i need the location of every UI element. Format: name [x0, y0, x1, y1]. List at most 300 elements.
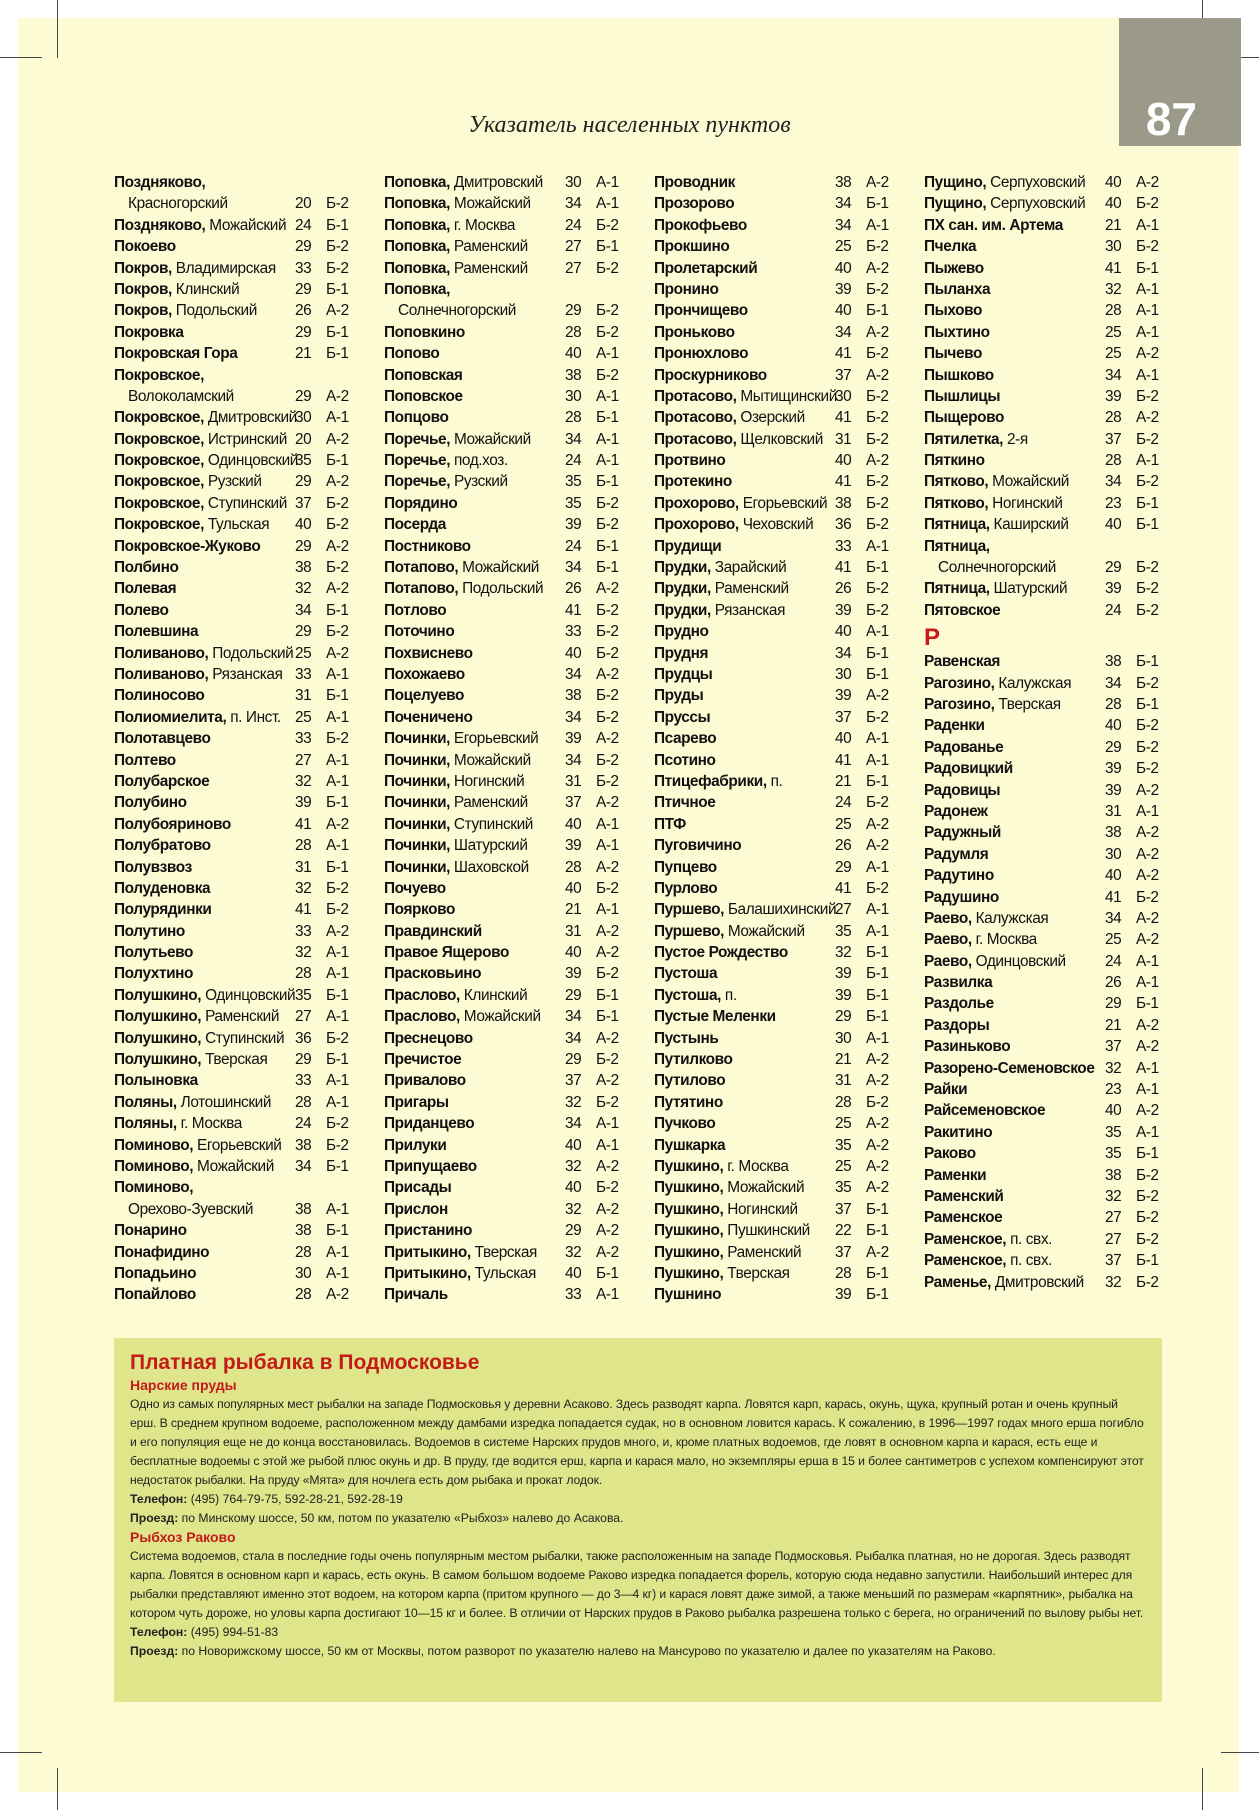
entry-page: 27 [835, 901, 852, 919]
index-entry [384, 1242, 646, 1263]
entry-name: Пурлово [654, 879, 718, 897]
entry-page: 40 [565, 1179, 582, 1197]
entry-page: 41 [1105, 888, 1122, 906]
entry-page: 29 [565, 986, 582, 1004]
index-entry [924, 1143, 1186, 1164]
entry-page: 31 [835, 1072, 852, 1090]
index-entry [924, 471, 1186, 492]
entry-district: Калужская [998, 674, 1072, 692]
entry-square: Б-2 [596, 216, 619, 234]
entry-district: Дмитровский [994, 1273, 1084, 1291]
index-entry [654, 1177, 916, 1198]
entry-name: Райки [924, 1081, 968, 1099]
entry-page: 32 [1105, 1273, 1122, 1291]
entry-name: Птицефабрики, [654, 772, 767, 790]
entry-page: 33 [295, 259, 312, 277]
entry-name: Починки, [384, 837, 451, 855]
entry-name: Поречье, [384, 430, 451, 448]
entry-page: 27 [1105, 1209, 1122, 1227]
entry-district: Чеховский [742, 516, 814, 534]
entry-page: 21 [295, 345, 312, 363]
entry-page: 29 [835, 858, 852, 876]
entry-page: 23 [1105, 1081, 1122, 1099]
index-entry [654, 1113, 916, 1134]
entry-page: 30 [835, 1029, 852, 1047]
entry-name: Поречье, [384, 452, 451, 470]
entry-square: Б-2 [866, 516, 889, 534]
entry-square: Б-1 [866, 302, 889, 320]
entry-square: А-2 [326, 430, 349, 448]
entry-page: 39 [1105, 760, 1122, 778]
entry-name: Пычево [924, 345, 982, 363]
entry-square: Б-1 [866, 944, 889, 962]
index-entry [114, 1135, 376, 1156]
info-box-title: Платная рыбалка в Подмосковье [130, 1351, 480, 1374]
entry-name: Пуршево, [654, 901, 724, 919]
entry-name: Преснецово [384, 1029, 473, 1047]
index-entry [924, 407, 1186, 428]
entry-name: Раменское [924, 1209, 1003, 1227]
index-entry [654, 514, 916, 535]
entry-square: Б-1 [1136, 494, 1159, 512]
entry-name: Полубояриново [114, 815, 231, 833]
entry-page: 33 [295, 922, 312, 940]
entry-square: Б-2 [596, 708, 619, 726]
index-entry [654, 685, 916, 706]
index-entry [384, 1006, 646, 1027]
index-entry [924, 1079, 1186, 1100]
index-entry [924, 365, 1186, 386]
entry-square: Б-2 [326, 494, 349, 512]
entry-page: 38 [565, 687, 582, 705]
entry-square: Б-2 [326, 516, 349, 534]
index-entry [654, 621, 916, 642]
entry-page: 29 [565, 1051, 582, 1069]
entry-district: Одинцовский [205, 986, 296, 1004]
entry-page: 33 [295, 1072, 312, 1090]
index-entry [384, 664, 646, 685]
entry-page: 27 [565, 259, 582, 277]
entry-name: Прудки, [654, 580, 711, 598]
index-entry [924, 493, 1186, 514]
entry-name: Прончищево [654, 302, 748, 320]
entry-square: Б-1 [1136, 259, 1159, 277]
entry-name: Птичное [654, 794, 716, 812]
index-entry [114, 172, 376, 193]
entry-district: п. свх. [1010, 1252, 1052, 1270]
phone-line [130, 1490, 1146, 1509]
entry-name: Пречистое [384, 1051, 462, 1069]
entry-page: 34 [565, 559, 582, 577]
entry-page: 29 [1105, 738, 1122, 756]
entry-name: Покровка [114, 323, 184, 341]
index-entry [384, 557, 646, 578]
index-entry [654, 471, 916, 492]
entry-page: 30 [565, 174, 582, 191]
index-entry [924, 1165, 1186, 1186]
entry-page: 40 [1105, 867, 1122, 885]
entry-page: 39 [835, 687, 852, 705]
entry-page: 40 [1105, 195, 1122, 213]
entry-square: Б-2 [866, 280, 889, 298]
entry-name: Разорено-Семеновское [924, 1059, 1095, 1077]
entry-page: 22 [835, 1222, 852, 1240]
entry-page: 40 [1105, 174, 1122, 191]
index-entry [384, 578, 646, 599]
index-entry [654, 279, 916, 300]
index-entry [654, 215, 916, 236]
index-entry [114, 1070, 376, 1091]
entry-name: Пролетарский [654, 259, 758, 277]
index-entry [654, 407, 916, 428]
entry-page: 35 [1105, 1123, 1122, 1141]
index-entry [384, 921, 646, 942]
index-entry [924, 822, 1186, 843]
entry-square: Б-2 [596, 494, 619, 512]
entry-square: А-2 [326, 387, 349, 405]
entry-page: 29 [295, 323, 312, 341]
index-entry [654, 750, 916, 771]
index-entry [924, 865, 1186, 886]
entry-name: Припущаево [384, 1157, 477, 1175]
entry-district: Одинцовский [975, 952, 1066, 970]
entry-name: Полиносово [114, 687, 205, 705]
route-line [130, 1509, 1146, 1528]
entry-district: Можайский [992, 473, 1069, 491]
entry-page: 37 [1105, 430, 1122, 448]
entry-square: А-1 [1136, 1123, 1159, 1141]
entry-name: Поминово, [114, 1136, 194, 1154]
entry-square: Б-2 [596, 623, 619, 641]
index-entry [924, 844, 1186, 865]
entry-name: Пригары [384, 1093, 449, 1111]
entry-page: 34 [565, 430, 582, 448]
entry-name: Раево, [924, 909, 972, 927]
entry-square: А-2 [596, 858, 619, 876]
entry-page: 37 [1105, 1252, 1122, 1270]
entry-name: Попово [384, 345, 440, 363]
page-title: Указатель населенных пунктов [468, 112, 791, 138]
index-entry [384, 835, 646, 856]
entry-page: 41 [835, 879, 852, 897]
entry-square: Б-1 [596, 1264, 619, 1282]
entry-page: 29 [295, 280, 312, 298]
index-entry [384, 322, 646, 343]
entry-square: А-1 [1136, 216, 1159, 234]
entry-page: 33 [835, 537, 852, 555]
entry-square: Б-1 [866, 986, 889, 1004]
entry-square: А-1 [596, 387, 619, 405]
entry-district: Можайский [453, 195, 531, 213]
route-label: Проезд: [130, 1511, 179, 1525]
entry-name: Пушкарка [654, 1136, 726, 1154]
entry-page: 34 [565, 1115, 582, 1133]
index-entry [114, 921, 376, 942]
entry-page: 31 [295, 858, 312, 876]
entry-name: Покровское, [114, 494, 204, 512]
index-entry [384, 1263, 646, 1284]
entry-name: Полурядинки [114, 901, 212, 919]
index-entry [114, 728, 376, 749]
entry-square: А-2 [596, 922, 619, 940]
entry-square: Б-1 [326, 1051, 349, 1069]
index-entry [654, 1049, 916, 1070]
index-entry [384, 878, 646, 899]
entry-name: Полтево [114, 751, 176, 769]
entry-square: Б-2 [866, 708, 889, 726]
index-entry [924, 673, 1186, 694]
entry-page: 36 [835, 516, 852, 534]
entry-district: Шаховской [453, 858, 529, 876]
index-entry [384, 1135, 646, 1156]
entry-page: 39 [295, 794, 312, 812]
entry-square: Б-1 [326, 794, 349, 812]
entry-name: Раздолье [924, 995, 994, 1013]
entry-district: Владимирская [175, 259, 276, 277]
entry-square: Б-1 [326, 1222, 349, 1240]
entry-name: Поярково [384, 901, 456, 919]
entry-page: 34 [565, 1029, 582, 1047]
entry-name: Раево, [924, 931, 972, 949]
entry-square: А-2 [326, 815, 349, 833]
index-entry [114, 450, 376, 471]
entry-name: Пушкино, [654, 1243, 724, 1261]
section-text: Система водоемов, стала в последние годы очень популярным местом рыбалки, также расположенным на западе Подмосковья. Рыбалка платная, но не дорогая. Здесь разводят карпа. Ловятся в основном карп и карась, есть окунь. В самом большом водоеме Раково изредка попадается форель, которую сюда недавно запустили. Наибольший интерес для рыбалки представляют именно этот водоем, на котором карпа (притом крупного — до 3—4 кг) и карася ловят даже зимой, а также меньший по размерам «карпятник», рыбалка на котором чуть дороже, но уловы карпа достигают 10—15 кг и более. В отличии от Нарских прудов в Раково рыбалка разрешена только с берега, но ограничений по вылову рыбы нет. [130, 1549, 1144, 1620]
entry-square: А-1 [866, 751, 889, 769]
entry-name: Поповская [384, 366, 463, 384]
entry-name: Причаль [384, 1286, 448, 1304]
entry-name: Пустоша, [654, 986, 721, 1004]
entry-square: А-1 [866, 730, 889, 748]
entry-name: Притыкино, [384, 1243, 471, 1261]
index-entry [114, 835, 376, 856]
entry-name: Прозорово [654, 195, 735, 213]
entry-name: Почуево [384, 879, 446, 897]
index-entry [654, 1092, 916, 1113]
entry-name: Притыкино, [384, 1264, 471, 1282]
entry-page: 34 [565, 665, 582, 683]
entry-name: Полутино [114, 922, 185, 940]
index-entry [924, 300, 1186, 321]
entry-square: А-2 [866, 174, 889, 191]
entry-square: Б-2 [866, 430, 889, 448]
entry-name: Покровское, [114, 473, 204, 491]
entry-square: А-1 [596, 430, 619, 448]
index-entry [924, 1250, 1186, 1271]
entry-square: Б-1 [596, 238, 619, 256]
entry-square: А-1 [326, 965, 349, 983]
index-entry [654, 258, 916, 279]
index-entry [384, 493, 646, 514]
entry-name: Пронюхлово [654, 345, 749, 363]
index-entry [114, 386, 376, 407]
entry-square: Б-1 [1136, 1145, 1159, 1163]
index-entry [654, 450, 916, 471]
entry-square: А-2 [326, 644, 349, 662]
entry-name: Полотавцево [114, 730, 211, 748]
entry-name: Починки, [384, 858, 451, 876]
entry-square: Б-2 [866, 409, 889, 427]
index-entry [654, 1220, 916, 1241]
entry-district: Тульская [207, 516, 270, 534]
entry-square: А-1 [1136, 974, 1159, 992]
entry-square: А-2 [1136, 845, 1159, 863]
entry-name: Пуговичино [654, 837, 742, 855]
index-entry [384, 172, 646, 193]
index-entry [924, 1058, 1186, 1079]
entry-name: Покров, [114, 280, 172, 298]
index-entry [654, 728, 916, 749]
index-entry [654, 664, 916, 685]
entry-page: 38 [1105, 653, 1122, 671]
index-entry [114, 1220, 376, 1241]
entry-square: Б-2 [326, 879, 349, 897]
index-entry [924, 1207, 1186, 1228]
entry-name: Путилово [654, 1072, 726, 1090]
entry-square: А-1 [326, 1072, 349, 1090]
entry-district: Ногинский [727, 1200, 798, 1218]
entry-district: Дмитровский [207, 409, 297, 427]
index-entry [924, 557, 1186, 578]
entry-name: Поляны, [114, 1115, 177, 1133]
route-line [130, 1642, 1146, 1661]
index-entry [654, 1263, 916, 1284]
entry-name: Пуршево, [654, 922, 724, 940]
entry-name: Полыновка [114, 1072, 198, 1090]
entry-page: 32 [565, 1200, 582, 1218]
entry-page: 37 [835, 1200, 852, 1218]
entry-name: Раково [924, 1145, 976, 1163]
entry-name: Прохорово, [654, 494, 739, 512]
entry-square: Б-1 [596, 473, 619, 491]
entry-page: 32 [295, 772, 312, 790]
entry-page: 24 [835, 794, 852, 812]
route-label: Проезд: [130, 1644, 179, 1658]
entry-square: А-2 [866, 815, 889, 833]
index-entry [114, 1242, 376, 1263]
entry-square: Б-2 [326, 559, 349, 577]
entry-name: Присады [384, 1179, 452, 1197]
entry-page: 38 [1105, 1166, 1122, 1184]
crop-mark [0, 57, 42, 58]
entry-district: п. свх. [1010, 1230, 1052, 1248]
entry-page: 28 [565, 858, 582, 876]
entry-page: 25 [835, 815, 852, 833]
entry-name: ПХ сан. им. Артема [924, 216, 1063, 234]
entry-name: Полувзвоз [114, 858, 192, 876]
index-entry [924, 1015, 1186, 1036]
entry-name: Пятовское [924, 601, 1001, 619]
index-entry [114, 707, 376, 728]
info-section-narskie [130, 1376, 1146, 1528]
entry-page: 39 [565, 730, 582, 748]
entry-district: Озерский [740, 409, 805, 427]
entry-name: Пушкино, [654, 1179, 724, 1197]
entry-square: Б-2 [1136, 473, 1159, 491]
index-entry [114, 1092, 376, 1113]
entry-page: 28 [835, 1093, 852, 1111]
index-entry [924, 236, 1186, 257]
section-letter: Р [924, 624, 940, 652]
entry-square: А-2 [326, 537, 349, 555]
entry-square: Б-2 [1136, 1230, 1159, 1248]
entry-name: Пустое Рождество [654, 944, 788, 962]
entry-page: 35 [295, 452, 312, 470]
entry-square: Б-2 [326, 1115, 349, 1133]
entry-square: А-2 [866, 1157, 889, 1175]
entry-district: п. Инст. [230, 708, 281, 726]
index-entry [924, 972, 1186, 993]
entry-district: Можайский [453, 751, 531, 769]
entry-page: 29 [295, 1051, 312, 1069]
entry-district: г. Москва [180, 1115, 242, 1133]
index-entry [384, 471, 646, 492]
index-entry [384, 771, 646, 792]
entry-page: 34 [1105, 909, 1122, 927]
index-entry [114, 857, 376, 878]
index-entry [924, 780, 1186, 801]
index-entry [114, 407, 376, 428]
entry-name: Покровское, [114, 452, 204, 470]
entry-page: 39 [835, 965, 852, 983]
entry-page: 40 [835, 623, 852, 641]
entry-square: А-2 [596, 730, 619, 748]
entry-square: Б-1 [326, 986, 349, 1004]
entry-page: 34 [565, 751, 582, 769]
index-entry [114, 942, 376, 963]
entry-square: Б-2 [1136, 674, 1159, 692]
entry-page: 34 [565, 195, 582, 213]
entry-square: А-2 [326, 302, 349, 320]
entry-name: Равенская [924, 653, 1000, 671]
entry-name: Починки, [384, 794, 451, 812]
index-entry [114, 1284, 376, 1305]
entry-page: 34 [565, 708, 582, 726]
index-entry [114, 1263, 376, 1284]
index-entry [654, 365, 916, 386]
entry-square: А-2 [866, 1243, 889, 1261]
entry-page: 34 [565, 1008, 582, 1026]
entry-district: Каширский [993, 516, 1069, 534]
entry-district: п. [770, 772, 783, 790]
entry-page: 25 [1105, 323, 1122, 341]
index-entry [654, 814, 916, 835]
entry-square: А-1 [866, 922, 889, 940]
entry-name: Полуденовка [114, 879, 211, 897]
entry-page: 30 [1105, 238, 1122, 256]
entry-district: Волоколамский [128, 387, 234, 405]
entry-square: А-2 [326, 580, 349, 598]
entry-square: А-1 [866, 537, 889, 555]
index-entry [384, 386, 646, 407]
entry-name: Пристанино [384, 1222, 473, 1240]
entry-square: Б-1 [326, 216, 349, 234]
entry-name: Поточино [384, 623, 455, 641]
index-entry [114, 279, 376, 300]
entry-square: Б-2 [1136, 888, 1159, 906]
entry-square: Б-1 [866, 559, 889, 577]
entry-name: Полушкино, [114, 1051, 202, 1069]
index-entry [384, 1177, 646, 1198]
entry-page: 24 [295, 216, 312, 234]
entry-page: 26 [835, 837, 852, 855]
entry-district: Рузский [453, 473, 508, 491]
entry-page: 32 [295, 580, 312, 598]
entry-square: А-2 [596, 944, 619, 962]
entry-square: А-1 [596, 837, 619, 855]
section-heading: Рыбхоз Раково [130, 1529, 236, 1545]
entry-page: 29 [295, 537, 312, 555]
